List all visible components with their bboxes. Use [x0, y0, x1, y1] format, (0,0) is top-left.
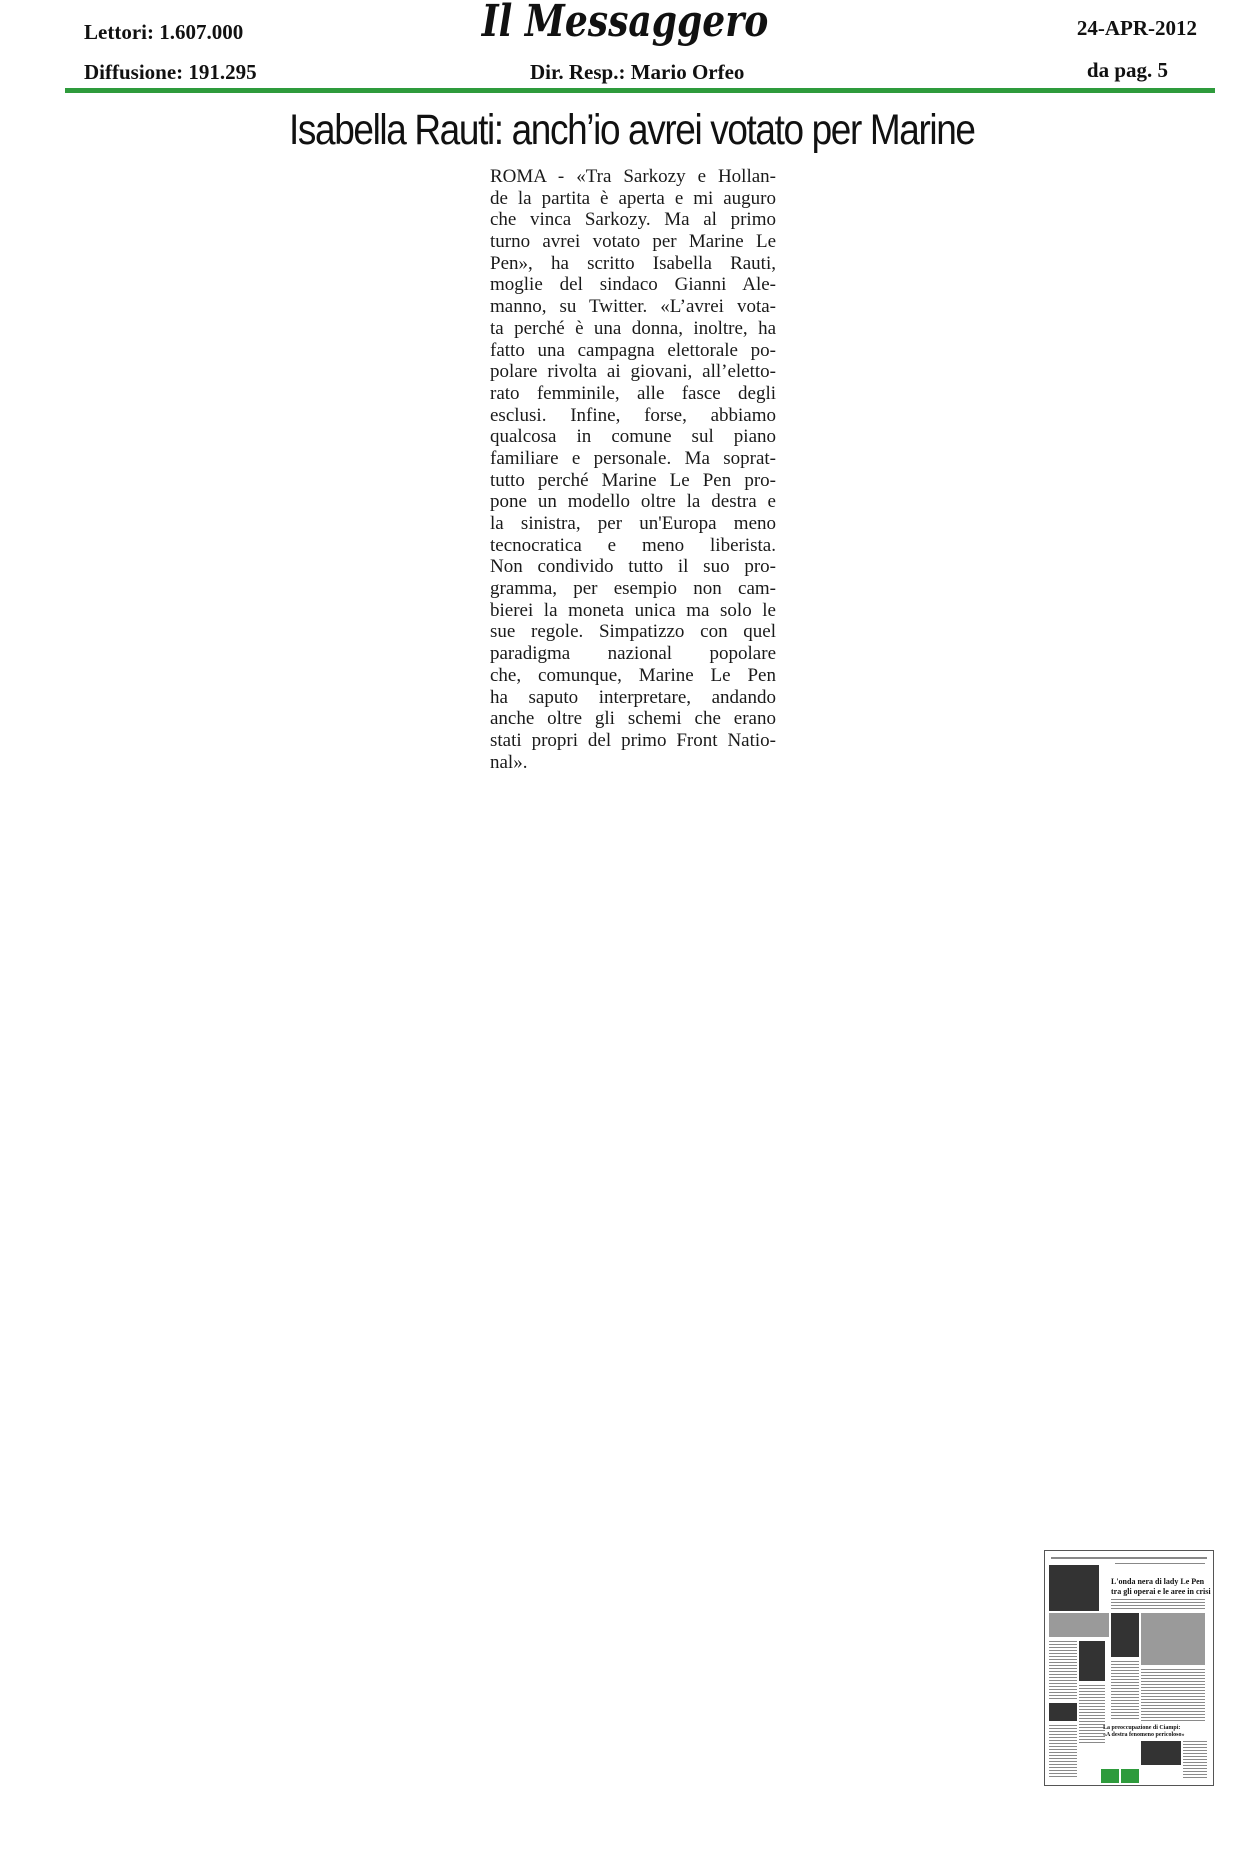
thumbnail-photo: [1049, 1565, 1099, 1611]
article-line: anche oltre gli schemi che erano: [490, 708, 776, 730]
page-thumbnail: [1044, 1550, 1214, 1786]
thumbnail-headline: L'onda nera di lady Le Pen: [1111, 1577, 1205, 1586]
article-body: [490, 166, 776, 773]
article-line: turno avrei votato per Marine Le: [490, 231, 776, 253]
article-line: de la partita è aperta e mi auguro: [490, 187, 776, 209]
thumbnail-text: [1049, 1641, 1077, 1699]
article-line: bierei la moneta unica ma solo le: [490, 599, 776, 621]
header-divider: [65, 88, 1215, 93]
article-line: ha saputo interpretare, andando: [490, 686, 776, 708]
thumbnail-photo: [1049, 1613, 1109, 1637]
article-line: pone un modello oltre la destra e: [490, 491, 776, 513]
article-line: la sinistra, per un'Europa meno: [490, 513, 776, 534]
thumbnail-text: [1079, 1685, 1105, 1745]
article-line: moglie del sindaco Gianni Ale-: [490, 274, 776, 296]
article-line: che, comunque, Marine Le Pen: [490, 664, 776, 686]
thumbnail-photo: [1141, 1613, 1205, 1665]
editor-in-chief: Dir. Resp.: Mario Orfeo: [530, 60, 745, 84]
thumbnail-photo: [1111, 1613, 1139, 1657]
thumbnail-photo: [1049, 1703, 1077, 1721]
article-line: gramma, per esempio non cam-: [490, 578, 776, 600]
article-headline: Isabella Rauti: anch’io avrei votato per Marine: [289, 106, 975, 154]
source-page: da pag. 5: [1086, 58, 1168, 82]
article-line: fatto una campagna elettorale po-: [490, 339, 776, 361]
thumbnail-text: [1049, 1725, 1077, 1779]
thumbnail-text: [1183, 1741, 1207, 1779]
article-line: manno, su Twitter. «L’avrei vota-: [490, 296, 776, 318]
issue-date: 24-APR-2012: [1076, 16, 1197, 40]
thumbnail-text: [1141, 1669, 1205, 1721]
thumbnail-subheadline: «A destra fenomeno pericoloso»: [1103, 1732, 1185, 1738]
thumbnail-headline: tra gli operai e le aree in crisi: [1111, 1587, 1211, 1596]
article-line: Pen», ha scritto Isabella Rauti,: [490, 252, 776, 274]
article-line: stati propri del primo Front Natio-: [490, 729, 776, 751]
article-line: tutto perché Marine Le Pen pro-: [490, 469, 776, 491]
thumbnail-rule: [1115, 1563, 1205, 1564]
article-line: sue regole. Simpatizzo con quel: [490, 621, 776, 643]
article-line: nal».: [490, 751, 528, 773]
article-line: Non condivido tutto il suo pro-: [490, 556, 776, 578]
article-line: tecnocratica e meno liberista.: [490, 534, 776, 556]
article-line: che vinca Sarkozy. Ma al primo: [490, 209, 776, 231]
newspaper-masthead: Il Messaggero: [481, 0, 769, 47]
thumbnail-green-box: [1101, 1769, 1119, 1783]
circulation-count: Diffusione: 191.295: [84, 60, 257, 84]
thumbnail-photo: [1141, 1741, 1181, 1765]
thumbnail-subheadline: La preoccupazione di Ciampi:: [1103, 1725, 1181, 1731]
article-line: familiare e personale. Ma soprat-: [490, 447, 776, 469]
article-line: ROMA - «Tra Sarkozy e Hollan-: [490, 166, 776, 187]
thumbnail-photo: [1079, 1641, 1105, 1681]
readers-count: Lettori: 1.607.000: [84, 20, 244, 44]
article-line: ta perché è una donna, inoltre, ha: [490, 317, 776, 339]
article-line: esclusi. Infine, forse, abbiamo: [490, 404, 776, 426]
thumbnail-green-box: [1121, 1769, 1139, 1783]
article-line: polare rivolta ai giovani, all’eletto-: [490, 361, 776, 383]
thumbnail-top-rule: [1051, 1557, 1207, 1559]
article-line: rato femminile, alle fasce degli: [490, 382, 776, 404]
article-line: paradigma nazional popolare: [490, 643, 776, 665]
thumbnail-text: [1111, 1661, 1139, 1721]
article-line: qualcosa in comune sul piano: [490, 426, 776, 448]
thumbnail-text: [1111, 1599, 1205, 1609]
